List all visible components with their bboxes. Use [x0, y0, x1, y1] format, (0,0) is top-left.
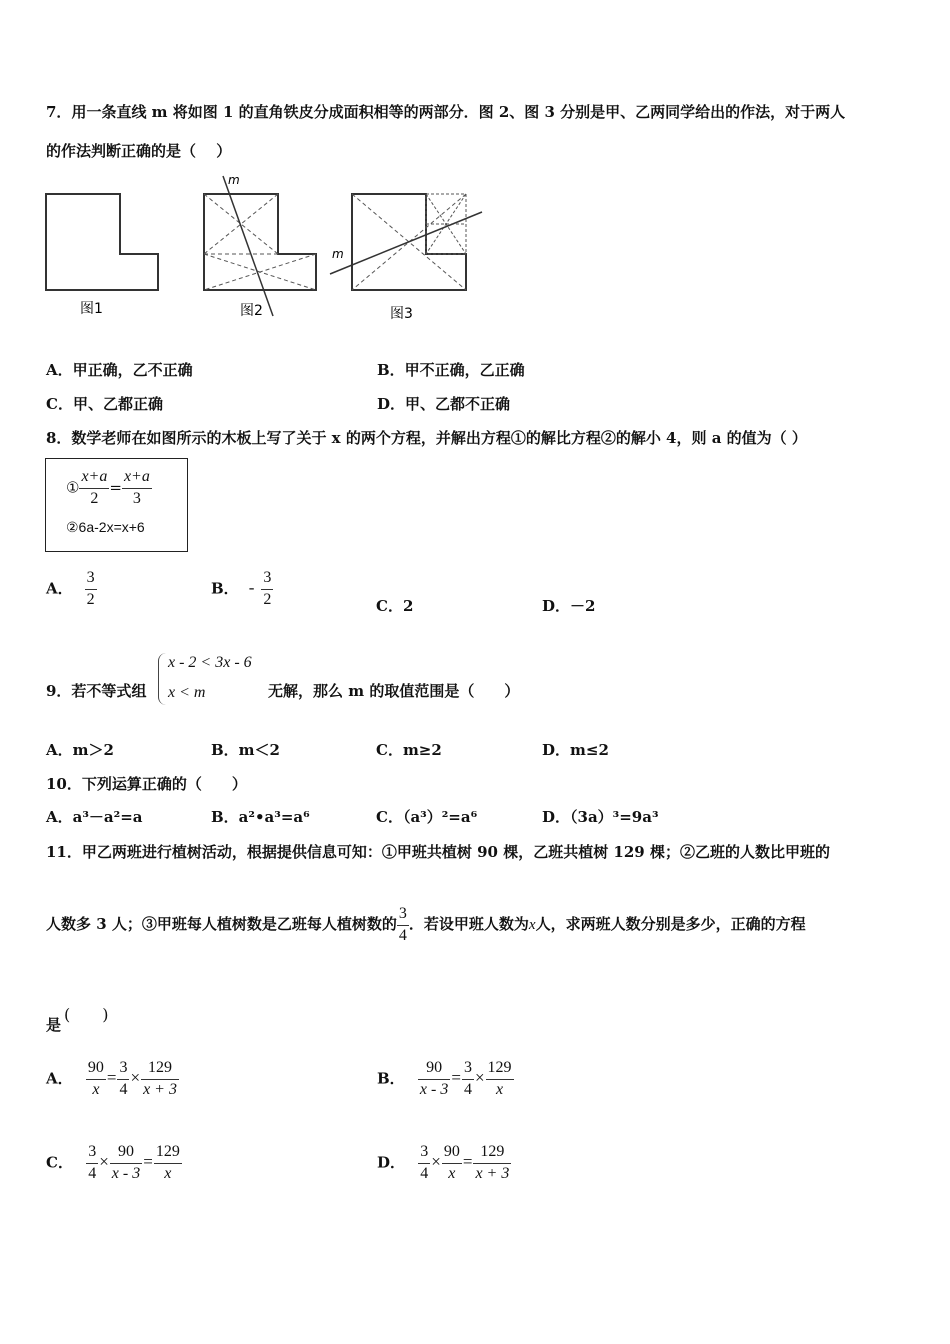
q9-system-1: x - 2 < 3x - 6 — [168, 654, 252, 671]
q8-b-frac — [261, 570, 273, 609]
q8-b-sign: - — [248, 578, 255, 598]
q7-option-c[interactable]: C．甲、乙都正确 — [46, 395, 163, 413]
q9-brace — [158, 653, 167, 705]
q8-a-label: A． — [46, 579, 73, 598]
eq1-left-den: 2 — [90, 489, 99, 507]
q11-d-frac-1-den: 4 — [420, 1164, 429, 1182]
q11-a-frac-2-den: 4 — [119, 1080, 128, 1098]
q7-option-a[interactable]: A．甲正确，乙不正确 — [46, 361, 193, 379]
q11-a-frac-1-num: 90 — [86, 1060, 106, 1080]
q8-b-num: 3 — [261, 570, 273, 590]
q11-c-label: C． — [46, 1153, 73, 1172]
q11-line1: 11．甲乙两班进行植树活动，根据提供信息可知：①甲班共植树 90 棵，乙班共植树 129 棵；②乙班的人数比甲班的 — [46, 843, 830, 861]
fig3-m: m — [332, 247, 344, 261]
q11-d-label: D． — [377, 1153, 406, 1172]
q11-d-frac-1-num: 3 — [418, 1144, 430, 1164]
q11-a-frac-3 — [141, 1060, 179, 1099]
q11-d-times: × — [431, 1152, 441, 1172]
q7-option-d[interactable]: D．甲、乙都不正确 — [377, 395, 511, 413]
q11-a-frac-3-num: 129 — [141, 1060, 179, 1080]
q8-option-d[interactable]: D．－2 — [542, 597, 596, 615]
q8-equation-1 — [66, 469, 152, 508]
q11-frac-den: 4 — [398, 926, 407, 944]
q10-option-c[interactable]: C．（a³）²=a⁶ — [376, 808, 478, 826]
eq1-left-num: x+a — [79, 469, 109, 489]
circle-1: ① — [66, 478, 80, 497]
q11-c-equals: = — [143, 1152, 153, 1172]
fig2-label: 图2 — [240, 303, 263, 319]
q9-option-a[interactable]: A．m＞2 — [46, 741, 114, 759]
q11-d-frac-1 — [418, 1144, 430, 1183]
q8-option-a[interactable] — [46, 570, 97, 609]
fig3-shape — [330, 194, 482, 290]
q11-option-d[interactable] — [377, 1144, 511, 1183]
q7-line2: 的作法判断正确的是（ ） — [46, 142, 232, 160]
q11-b-frac-1-den: x - 3 — [419, 1080, 449, 1098]
fig2-shape — [204, 176, 316, 316]
q8-b-den: 2 — [263, 590, 272, 608]
q11-c-frac-1-den: 4 — [88, 1164, 97, 1182]
q11-d-frac-3 — [473, 1144, 511, 1183]
fig2-m: m — [228, 173, 240, 187]
q11-b-times: × — [474, 1068, 485, 1088]
q11-line3: 是 — [46, 1016, 62, 1034]
q11-b-frac-3 — [486, 1060, 514, 1099]
q11-c-times: × — [99, 1152, 109, 1172]
q11-c-frac-3-num: 129 — [154, 1144, 182, 1164]
q11-b-frac-2 — [462, 1060, 474, 1099]
q11-b-frac-2-num: 3 — [462, 1060, 474, 1080]
q7-line1: 7．用一条直线 m 将如图 1 的直角铁皮分成面积相等的两部分．图 2、图 3 分别是甲、乙两同学给出的作法，对于两人 — [46, 103, 846, 121]
q11-a-equals: = — [106, 1068, 117, 1088]
fig1-shape — [46, 194, 158, 290]
q11-line2-c: 人，求两班人数分别是多少，正确的方程 — [535, 915, 806, 933]
q11-b-equals: = — [451, 1068, 461, 1088]
q11-b-frac-2-den: 4 — [463, 1080, 472, 1098]
q8-option-b[interactable] — [211, 570, 273, 609]
q11-d-frac-2-num: 90 — [442, 1144, 462, 1164]
q11-a-frac-3-den: x + 3 — [143, 1080, 177, 1098]
q11-c-frac-2-num: 90 — [110, 1144, 142, 1164]
q11-a-frac-2-num: 3 — [117, 1060, 129, 1080]
q7-figures — [40, 170, 500, 330]
q11-d-frac-2 — [442, 1144, 462, 1183]
q11-a-label: A． — [46, 1069, 73, 1088]
fig3-label: 图3 — [390, 306, 413, 322]
q8-a-num: 3 — [85, 570, 97, 590]
q11-c-frac-1 — [86, 1144, 98, 1183]
q7-option-b[interactable]: B．甲不正确，乙正确 — [377, 361, 525, 379]
eq1-right-den: 3 — [132, 489, 141, 507]
q11-paren: ( ) — [64, 1005, 109, 1024]
q11-d-frac-2-den: x — [448, 1164, 456, 1182]
q11-c-frac-1-num: 3 — [86, 1144, 98, 1164]
q11-b-label: B． — [377, 1069, 405, 1088]
q10-option-a[interactable]: A．a³－a²=a — [46, 808, 143, 826]
q8-a-frac — [85, 570, 97, 609]
q11-d-frac-3-num: 129 — [473, 1144, 511, 1164]
q10-option-b[interactable]: B．a²•a³=a⁶ — [211, 808, 310, 826]
q11-c-frac-2-den: x - 3 — [111, 1164, 141, 1182]
q11-c-frac-3 — [154, 1144, 182, 1183]
q11-c-frac-3-den: x — [164, 1164, 172, 1182]
q11-a-frac-1 — [86, 1060, 106, 1099]
q9-option-c[interactable]: C．m≥2 — [376, 741, 442, 759]
q11-option-c[interactable] — [46, 1144, 182, 1183]
eq1-right-frac — [122, 469, 152, 508]
q8-board — [45, 458, 188, 552]
q8-a-den: 2 — [86, 590, 95, 608]
fig1-label: 图1 — [80, 301, 103, 317]
q9-suffix: 无解，那么 m 的取值范围是（ ） — [268, 682, 520, 700]
q9-prefix: 9．若不等式组 — [46, 682, 147, 700]
q9-option-b[interactable]: B．m＜2 — [211, 741, 280, 759]
q11-line2-a: 人数多 3 人；③甲班每人植树数是乙班每人植树数的 — [46, 915, 397, 933]
q11-line2-b: ．若设甲班人数为 — [408, 915, 529, 933]
q8-equation-2: ②6a-2x=x+6 — [66, 519, 145, 535]
q11-b-frac-1-num: 90 — [418, 1060, 450, 1080]
q11-b-frac-3-den: x — [495, 1080, 504, 1098]
q11-frac — [397, 906, 409, 945]
q8-text: 8．数学老师在如图所示的木板上写了关于 x 的两个方程，并解出方程①的解比方程②的解小 4，则 a 的值为（ ） — [46, 429, 807, 447]
q11-option-b[interactable] — [377, 1060, 514, 1099]
q11-d-equals: = — [462, 1152, 473, 1172]
q11-b-frac-1 — [418, 1060, 450, 1099]
q11-option-a[interactable] — [46, 1060, 179, 1099]
q11-a-frac-2 — [117, 1060, 129, 1099]
q11-frac-num: 3 — [397, 906, 409, 926]
q9-option-d[interactable]: D．m≤2 — [542, 741, 609, 759]
q11-a-frac-1-den: x — [92, 1080, 100, 1098]
q11-variable: x — [528, 917, 536, 933]
q10-option-d[interactable]: D．（3a）³=9a³ — [542, 808, 659, 826]
q8-b-label: B． — [211, 579, 239, 598]
eq1-right-num: x+a — [122, 469, 152, 489]
q11-a-times: × — [130, 1068, 141, 1088]
q9-system-2: x < m — [168, 684, 206, 701]
q8-option-c[interactable]: C．2 — [376, 597, 414, 615]
q11-b-frac-3-num: 129 — [486, 1060, 514, 1080]
eq1-equals: = — [109, 478, 122, 497]
q10-text: 10．下列运算正确的（ ） — [46, 775, 247, 793]
q11-line2 — [46, 903, 806, 946]
q11-d-frac-3-den: x + 3 — [475, 1164, 510, 1182]
q11-c-frac-2 — [110, 1144, 142, 1183]
eq1-left-frac — [79, 469, 109, 508]
